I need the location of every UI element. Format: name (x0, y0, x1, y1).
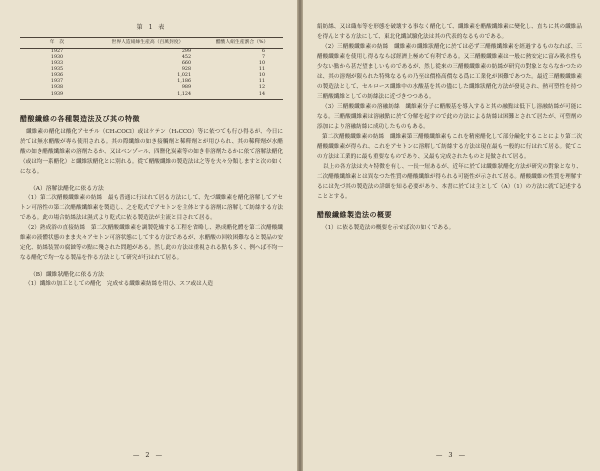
table-header-row (20, 38, 283, 49)
table-cell-year: 1937 (50, 79, 64, 85)
table-cell-ratio: 10 (258, 61, 265, 67)
list-item: （1）纖維の加工としての醋化 完成せる纖維素紡絲を用ひ、スフ或は人造 (25, 281, 213, 288)
table-cell-year: 1936 (50, 73, 64, 79)
table-title: 第 1 表 (136, 24, 167, 31)
table-row (20, 48, 283, 55)
body-paragraph: 絹紡絲、又は織布等を形態を破壊する事なく醋化して、纖維素を醋酸纖維素に變化し、直ちに其の纖維品を得んとする方法にして、東北化纖試驗化法は其の代表的なるものである。 (317, 24, 582, 40)
table-cell-production: 452 (181, 54, 191, 60)
table-cell-year: 1935 (50, 67, 64, 73)
table-cell-ratio: 14 (201, 91, 283, 99)
page-number: — 3 — (435, 451, 468, 459)
table-cell-production: 989 (181, 85, 191, 91)
subsection-heading: （B）纖維狀醋化に依る方法 (30, 272, 104, 279)
table-cell-ratio: 6 (261, 48, 265, 54)
table-cell-ratio: 12 (258, 85, 265, 91)
table-cell-year: 1927 (50, 48, 64, 54)
body-paragraph: 纖維素の醋化は酸化アセチル（CH₃COCl）或はケテン（H₂CCO）等に依つても行ひ得るが、今日に於ては無水醋酸が專ら使用される。其の際纖維の如き接觸劑と稀釋劑とが用ひられ、其の稀釋劑が水醋酸の如き醋酸纖維素の溶劑たるか、又はベンゾール、四鹽化炭素等の如き非溶劑たるかに依て溶解法醋化（或は均一系醋化）と纖維狀醋化とに別れる。從て醋酸纖維の製造法は之等を夫々分類しますと次の如くになる。 (20, 129, 283, 176)
list-item: （1）第二次醋酸纖維素の紡絲 最も普通に行はれて居る方法にして、先づ纖維素を醋化溶解してアセトン可溶性の第二次醋酸纖維素を製造し、之を乾式でアセトンを主体とする溶劑に溶解して紡絲する方法である。此の場合紡絲法は濕式より乾式に依る製造法が主流と目されて居る。 (20, 195, 283, 222)
table-header-production: 世界人造絹絲生産高（百萬封度） (94, 38, 201, 49)
right-page (303, 0, 600, 471)
table-cell-ratio: 11 (258, 67, 265, 73)
section-heading: 醋酸纖維製造法の概要 (317, 210, 392, 219)
left-page (0, 0, 297, 471)
table-cell-production: 1,124 (94, 91, 201, 99)
table-cell-production: 660 (181, 61, 191, 67)
subsection-heading: （A）溶解法醋化に依る方法 (30, 186, 104, 193)
list-item: （2）三醋酸纖維素の紡絲 纖維素の纖維狀醋化に於ては必ず三醋酸纖維素を經過するものなれば、三醋酸纖維素を使用し得るならば經濟上極めて有利である。又三醋酸纖維素は一般に熱安定に富み吸水性も少ない點から甚だ望ましいものであるが、然し從來の三醋酸纖維素の紡絲が研究の對象とならなかつたのは、其の溶劑が限られた特殊なるもの乃至は價格高價なる爲に工業化が困難であつた。最近三醋酸纖維素の製造法として、セルロース纖維中の水酸基を其の儘にした纖維狀醋化方法が發見され、熱可塑性を持つ三醋酸纖維としての紡絲法に近づきつつある。 (317, 44, 582, 100)
list-item: （1）に依る製造法の概要を示せば次の如くである。 (322, 225, 455, 231)
table-row (20, 91, 283, 99)
table-cell-ratio: 7 (261, 54, 265, 60)
section-heading: 醋酸纖維の各種製造法及び其の特徴 (20, 114, 140, 124)
table-cell-year: 1938 (50, 85, 64, 91)
table-cell-production: 928 (181, 67, 191, 73)
list-item: 第二次醋酸纖維素の紡絲 纖維素第三醋酸纖維素もこれを精密醋化して部分鹼化することにより第二次醋酸纖維素が得られ、これをアセトンに溶解して紡絲する方法は現在最も一般的に行はれて居る。從てこの方法は工業的に最も重要なものであり、又最も完成されたものと見做されて居る。 (317, 134, 582, 160)
table-cell-ratio: 11 (258, 79, 265, 85)
table-cell-year: 1933 (50, 61, 64, 67)
page-number: — 2 — (132, 451, 165, 459)
list-item: （3）三醋酸纖維素の溶融紡絲 纖維素分子に醋酸基を導入すると其の融點は低下し溶融紡絲が可能になる。三醋酸纖維素は溶融點に於て分解を起すので此の方法による紡絲は困難とされて居たが、可塑劑の添加により溶融紡絲に成功したものもある。 (317, 104, 582, 130)
table-cell-year: 1930 (50, 54, 64, 60)
table-cell-year: 1939 (20, 91, 94, 99)
table-cell-production: 1,021 (177, 73, 191, 79)
table-cell-production: 299 (181, 48, 191, 54)
table-cell-ratio: 10 (258, 73, 265, 79)
table-header-year: 年 次 (20, 38, 94, 49)
table-cell-production: 1,186 (177, 79, 191, 85)
body-paragraph: 以上の各方法は夫々特徴を有し、一長一短あるが、近年に於ては纖維狀醋化方法が研究の對象となり、二次醋酸纖維素とは異なつた性質の醋酸纖維が得られる可能性が示されて居る。醋酸纖維の性質を理解するには先づ其の製造法の詳細を知る必要があり、本書に於ては主として（A）（1）の方法に就て記述することとする。 (317, 164, 582, 200)
production-table (20, 37, 283, 100)
table-header-ratio: 醋酸人絹生産割合（%） (201, 38, 283, 49)
list-item: （2）熟成浴の直接紡絲 第二次醋酸纖維素を調製乾燥する工程を省略し、熟成醋化體を第二次醋酸纖維素の液體状態のまま夫々アセトン可溶状態にしてする方法であるが、水醋酸の回收困難なると製品の安定化、紡絲装置の腐蝕等の點に殘された問題がある。然し此の方法は重視される點も多く、例へば不均一なる醋化で均一なる製品を作る方法として研究が行はれて居る。 (20, 225, 283, 262)
